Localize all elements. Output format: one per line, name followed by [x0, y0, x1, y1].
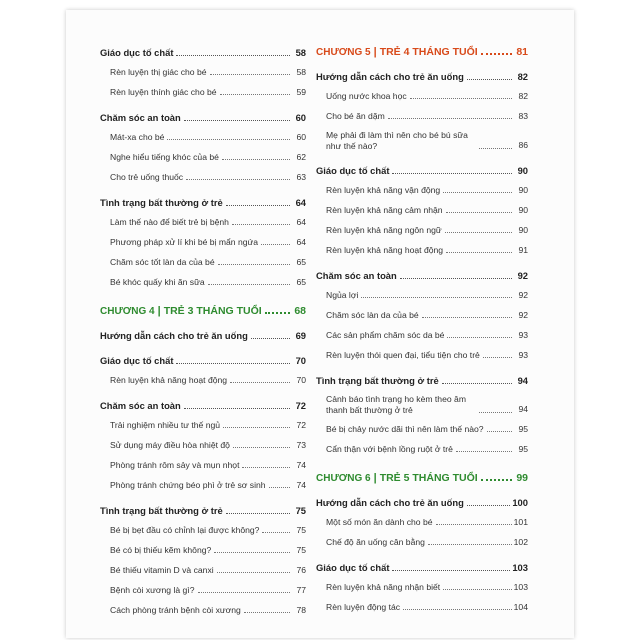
chapter-label: CHƯƠNG 5 [316, 47, 371, 58]
leader-dots [210, 74, 290, 75]
leader-dots [479, 148, 512, 149]
toc-section [100, 399, 306, 412]
toc-item-title: Mẹ phải đi làm thì nên cho bé bú sữa như thế nào? [326, 130, 468, 151]
toc-item-page: 70 [296, 375, 306, 385]
toc-item-title: Các sản phẩm chăm sóc da bé [326, 330, 445, 340]
toc-item [316, 516, 528, 529]
leader-dots [230, 382, 290, 383]
toc-item-title: Ngủa lợi [326, 290, 359, 300]
toc-item-title: Bệnh còi xương là gì? [110, 585, 195, 595]
toc-section-title: Giáo dục tố chất [316, 562, 390, 573]
toc-item-page: 90 [518, 205, 528, 215]
leader-dots [233, 447, 290, 448]
leader-dots [214, 552, 290, 553]
toc-section-title: Giáo dục tố chất [100, 47, 174, 58]
leader-dots [232, 224, 290, 225]
toc-section-title: Chăm sóc an toàn [100, 400, 181, 411]
toc-section [100, 196, 306, 209]
toc-item-title: Phòng tránh rôm sảy và mụn nhọt [110, 460, 240, 470]
chapter-label: CHƯƠNG 6 [316, 473, 371, 484]
chapter-title: TRẺ 3 THÁNG TUỔI [163, 305, 262, 317]
toc-section-page: 60 [295, 112, 306, 123]
toc-item-page: 83 [518, 111, 528, 121]
leader-dots [265, 312, 290, 314]
toc-item-title: Cảnh báo tình trạng ho kèm theo âm thanh bất thường ở trẻ [326, 394, 466, 415]
leader-dots [456, 451, 512, 452]
toc-item [316, 309, 528, 322]
toc-section-page: 70 [295, 355, 306, 366]
book-page [66, 10, 574, 638]
toc-item [100, 439, 306, 452]
leader-dots [184, 120, 290, 121]
toc-item-title: Một số món ăn dành cho bé [326, 517, 433, 527]
leader-dots [422, 317, 512, 318]
toc-item-title: Rèn luyện động tác [326, 602, 401, 612]
leader-dots [226, 205, 290, 206]
leader-dots [392, 570, 510, 571]
leader-dots [226, 513, 290, 514]
leader-dots [428, 544, 512, 545]
toc-item-page: 86 [518, 140, 528, 150]
toc-right-column [316, 46, 528, 614]
toc-section-page: 58 [295, 47, 306, 58]
toc-item-title: Bé khóc quấy khi ăn sữa [110, 277, 205, 287]
toc-item-page: 75 [296, 525, 306, 535]
toc-section [316, 269, 528, 282]
toc-item [316, 581, 528, 594]
toc-item-page: 90 [518, 225, 528, 235]
leader-dots [251, 338, 290, 339]
toc-section [100, 504, 306, 517]
toc-item-page: 102 [513, 537, 528, 547]
toc-item-title: Làm thế nào để biết trẻ bị bệnh [110, 217, 229, 227]
toc-item-page: 74 [296, 480, 306, 490]
toc-item-title: Phòng tránh chứng béo phì ở trẻ sơ sinh [110, 480, 266, 490]
leader-dots [483, 357, 512, 358]
toc-section [316, 164, 528, 177]
toc-left-column [100, 46, 306, 617]
toc-item [100, 216, 306, 229]
toc-item [100, 604, 306, 617]
leader-dots [400, 278, 512, 279]
toc-item-title: Chế độ ăn uống cân bằng [326, 537, 425, 547]
toc-section-page: 72 [295, 400, 306, 411]
leader-dots [446, 212, 512, 213]
toc-item [316, 184, 528, 197]
toc-item [100, 544, 306, 557]
toc-item [316, 329, 528, 342]
toc-item [100, 524, 306, 537]
leader-dots [223, 427, 290, 428]
leader-dots [403, 609, 512, 610]
toc-section-title: Chăm sóc an toàn [100, 112, 181, 123]
toc-item [100, 256, 306, 269]
toc-item-page: 95 [518, 444, 528, 454]
toc-item [316, 601, 528, 614]
leader-dots [242, 467, 290, 468]
toc-item [100, 151, 306, 164]
toc-item-page: 104 [513, 602, 528, 612]
toc-section-page: 64 [295, 197, 306, 208]
toc-item-page: 75 [296, 545, 306, 555]
toc-section [100, 111, 306, 124]
toc-section-title: Giáo dục tố chất [316, 165, 390, 176]
toc-item-page: 95 [518, 424, 528, 434]
toc-section [316, 496, 528, 509]
leader-dots [186, 179, 290, 180]
toc-section [100, 329, 306, 342]
toc-section [100, 46, 306, 59]
toc-item [316, 423, 528, 436]
toc-section-title: Tình trạng bất thường ở trẻ [100, 505, 223, 516]
chapter-page: 99 [516, 472, 528, 484]
toc-item [100, 584, 306, 597]
toc-item-page: 72 [296, 420, 306, 430]
toc-item-title: Bé có bị thiếu kẽm không? [110, 545, 212, 555]
leader-dots [410, 98, 512, 99]
leader-dots [176, 55, 290, 56]
toc-section-title: Chăm sóc an toàn [316, 270, 397, 281]
leader-dots [443, 192, 512, 193]
toc-section [100, 354, 306, 367]
toc-item [100, 479, 306, 492]
leader-dots [467, 505, 511, 506]
chapter-divider: | [373, 46, 377, 58]
leader-dots [487, 431, 512, 432]
toc-item-page: 82 [518, 91, 528, 101]
toc-item-title: Nghe hiểu tiếng khóc của bé [110, 152, 219, 162]
toc-item-page: 92 [518, 310, 528, 320]
toc-item-page: 63 [296, 172, 306, 182]
toc-section-title: Tình trạng bất thường ở trẻ [100, 197, 223, 208]
toc-item [316, 130, 528, 152]
toc-section [316, 374, 528, 387]
toc-section [316, 561, 528, 574]
toc-section-title: Hướng dẫn cách cho trẻ ăn uống [316, 71, 464, 82]
leader-dots [218, 264, 290, 265]
leader-dots [198, 592, 291, 593]
leader-dots [176, 363, 290, 364]
leader-dots [442, 383, 512, 384]
leader-dots [184, 408, 290, 409]
toc-item-title: Rèn luyện thị giác cho bé [110, 67, 207, 77]
leader-dots [388, 118, 512, 119]
toc-item-title: Sử dụng máy điều hòa nhiệt độ [110, 440, 230, 450]
chapter-page: 68 [294, 305, 306, 317]
toc-item [316, 110, 528, 123]
leader-dots [479, 412, 512, 413]
toc-item [316, 349, 528, 362]
chapter-label: CHƯƠNG 4 [100, 306, 155, 317]
leader-dots [447, 337, 512, 338]
leader-dots [220, 94, 290, 95]
toc-item-page: 92 [518, 290, 528, 300]
leader-dots [269, 487, 290, 488]
leader-dots [446, 252, 512, 253]
toc-item-title: Uống nước khoa học [326, 91, 407, 101]
toc-item [100, 276, 306, 289]
toc-item-title: Bé bị chảy nước dãi thì nên làm thế nào? [326, 424, 484, 434]
toc-item-page: 65 [296, 257, 306, 267]
leader-dots [244, 612, 290, 613]
leader-dots [261, 244, 290, 245]
toc-section-page: 75 [295, 505, 306, 516]
toc-item-page: 77 [296, 585, 306, 595]
toc-item-page: 64 [296, 217, 306, 227]
toc-item [316, 443, 528, 456]
toc-item-title: Bé bị bẹt đầu có chỉnh lại được không? [110, 525, 260, 535]
toc-item-page: 59 [296, 87, 306, 97]
toc-item-title: Trải nghiệm nhiều tư thế ngủ [110, 420, 221, 430]
toc-section-page: 90 [517, 165, 528, 176]
leader-dots [481, 479, 512, 481]
toc-section-page: 69 [295, 330, 306, 341]
chapter-heading [316, 472, 528, 484]
toc-item-page: 91 [518, 245, 528, 255]
toc-section-page: 82 [517, 71, 528, 82]
toc-section-page: 100 [512, 497, 528, 508]
toc-section-title: Hướng dẫn cách cho trẻ ăn uống [316, 497, 464, 508]
toc-item-page: 65 [296, 277, 306, 287]
toc-item-page: 93 [518, 330, 528, 340]
toc-item-page: 58 [296, 67, 306, 77]
leader-dots [445, 232, 512, 233]
toc-item-title: Rèn luyện khả năng vận động [326, 185, 441, 195]
toc-item-title: Cách phòng tránh bệnh còi xương [110, 605, 241, 615]
toc-item-title: Rèn luyện khả năng cảm nhận [326, 205, 443, 215]
toc-item-title: Cho bé ăn dặm [326, 111, 385, 121]
toc-section-page: 94 [517, 375, 528, 386]
leader-dots [167, 139, 290, 140]
toc-section-page: 103 [512, 562, 528, 573]
chapter-divider: | [373, 472, 377, 484]
toc-item [100, 131, 306, 144]
toc-item [100, 459, 306, 472]
toc-item [316, 244, 528, 257]
toc-item-title: Chăm sóc làn da của bé [326, 310, 419, 320]
toc-section-title: Hướng dẫn cách cho trẻ ăn uống [100, 330, 248, 341]
toc-item-title: Bé thiếu vitamin D và canxi [110, 565, 214, 575]
chapter-heading [100, 305, 306, 317]
toc-item-page: 74 [296, 460, 306, 470]
chapter-title: TRẺ 4 THÁNG TUỔI [379, 46, 478, 58]
toc-item [316, 90, 528, 103]
toc-item-page: 78 [296, 605, 306, 615]
toc-item [316, 394, 528, 416]
leader-dots [361, 297, 512, 298]
toc-item [100, 66, 306, 79]
leader-dots [208, 284, 290, 285]
toc-item-title: Phương pháp xử lí khi bé bị mẩn ngứa [110, 237, 259, 247]
toc-item [316, 224, 528, 237]
toc-item-page: 60 [296, 132, 306, 142]
toc-item-title: Rèn luyện khả năng hoạt động [326, 245, 444, 255]
toc-item-title: Rèn luyện khả năng hoạt động [110, 375, 228, 385]
toc-section [316, 70, 528, 83]
chapter-page: 81 [516, 46, 528, 58]
toc-section-title: Tình trạng bất thường ở trẻ [316, 375, 439, 386]
toc-item-page: 94 [518, 404, 528, 414]
toc-item-title: Rèn luyện khả năng nhận biết [326, 582, 441, 592]
toc-item-page: 93 [518, 350, 528, 360]
toc-item [100, 86, 306, 99]
toc-item-title: Rèn luyện thói quen đại, tiểu tiện cho trẻ [326, 350, 480, 360]
toc-item [100, 564, 306, 577]
toc-item-page: 62 [296, 152, 306, 162]
leader-dots [262, 532, 290, 533]
leader-dots [392, 173, 512, 174]
chapter-title: TRẺ 5 THÁNG TUỔI [379, 472, 478, 484]
toc-item-page: 103 [513, 582, 528, 592]
toc-item-title: Rèn luyện khả năng ngôn ngữ [326, 225, 442, 235]
toc-item [100, 171, 306, 184]
toc-item [100, 236, 306, 249]
toc-item-title: Cẩn thận với bệnh lồng ruột ở trẻ [326, 444, 453, 454]
toc-section-title: Giáo dục tố chất [100, 355, 174, 366]
toc-item [100, 374, 306, 387]
leader-dots [222, 159, 290, 160]
toc-section-page: 92 [517, 270, 528, 281]
toc-item [316, 536, 528, 549]
toc-item [316, 204, 528, 217]
toc-item-title: Chăm sóc tốt làn da của bé [110, 257, 215, 267]
leader-dots [436, 524, 512, 525]
chapter-divider: | [157, 305, 161, 317]
toc-item-title: Cho trẻ uống thuốc [110, 172, 184, 182]
leader-dots [481, 53, 512, 55]
toc-item-title: Rèn luyện thính giác cho bé [110, 87, 217, 97]
toc-item-page: 76 [296, 565, 306, 575]
leader-dots [217, 572, 290, 573]
toc-item-title: Mát-xa cho bé [110, 132, 165, 142]
toc-item-page: 90 [518, 185, 528, 195]
toc-item-page: 73 [296, 440, 306, 450]
toc-item-page: 64 [296, 237, 306, 247]
leader-dots [443, 589, 511, 590]
chapter-heading [316, 46, 528, 58]
toc-item [316, 289, 528, 302]
leader-dots [467, 79, 512, 80]
toc-item-page: 101 [513, 517, 528, 527]
toc-item [100, 419, 306, 432]
